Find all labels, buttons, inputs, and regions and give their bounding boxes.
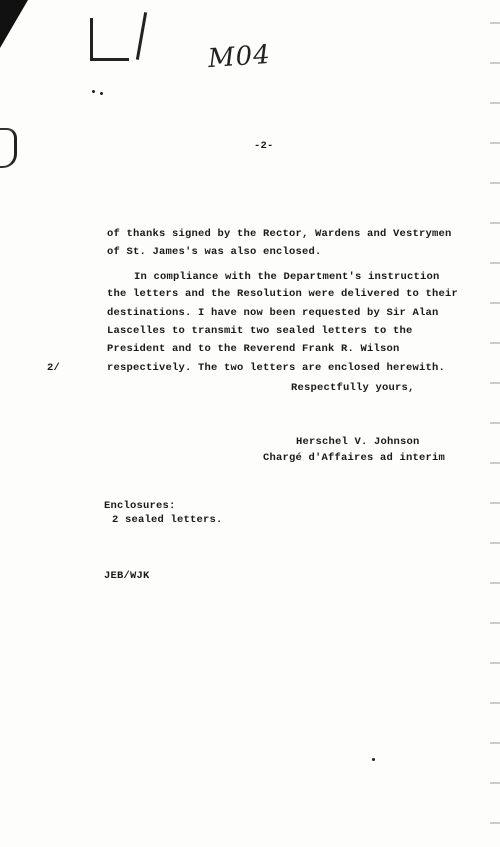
body-line: of St. James's was also enclosed.: [107, 246, 322, 258]
enclosures-item: 2 sealed letters.: [112, 514, 223, 526]
handwritten-code: M04: [207, 39, 272, 75]
body-line: destinations. I have now been requested by Sir Alan: [107, 307, 439, 319]
signature-name: Herschel V. Johnson: [296, 436, 420, 448]
body-line: respectively. The two letters are enclosed herewith.: [107, 362, 446, 374]
body-line: the letters and the Resolution were delivered to their: [107, 288, 459, 300]
signature-title: Chargé d'Affaires ad interim: [263, 452, 446, 464]
ink-dot: [372, 758, 375, 761]
body-line: President and to the Reverend Frank R. Wilson: [107, 343, 400, 355]
page-number: -2-: [254, 140, 274, 152]
right-edge-marks: [490, 0, 500, 847]
enclosures-label: Enclosures:: [104, 500, 176, 512]
handwritten-bracket-mark: [90, 18, 129, 61]
body-line: In compliance with the Department's instruction: [134, 271, 440, 283]
closing: Respectfully yours,: [291, 382, 415, 394]
ink-dot: [92, 90, 95, 93]
body-line: Lascelles to transmit two sealed letters to the: [107, 325, 413, 337]
margin-note: 2/: [47, 362, 61, 374]
body-line: of thanks signed by the Rector, Wardens and Vestrymen: [107, 228, 452, 240]
folded-corner: [0, 0, 28, 48]
ink-dot: [100, 92, 103, 95]
reference-initials: JEB/WJK: [104, 570, 150, 582]
binding-mark: [0, 128, 17, 168]
